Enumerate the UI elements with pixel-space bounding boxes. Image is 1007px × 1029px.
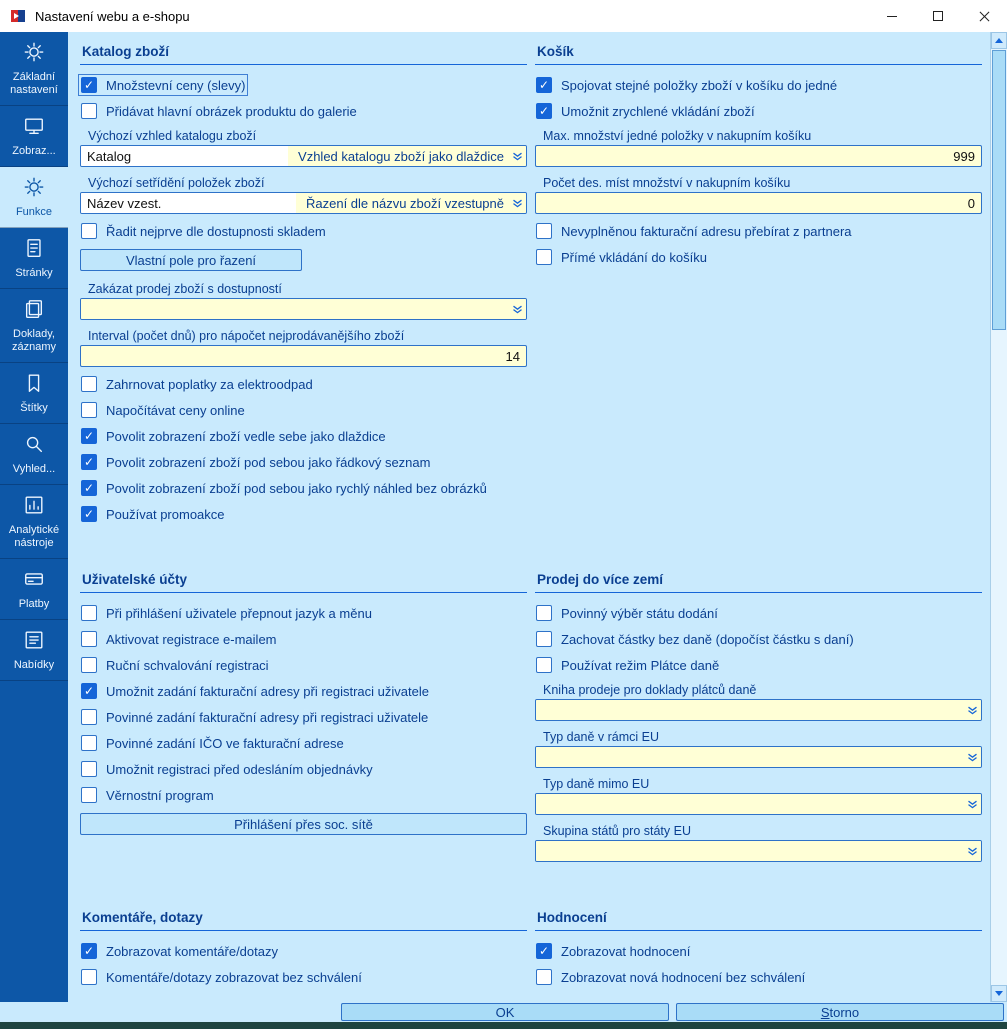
arrow-up-icon	[995, 38, 1003, 43]
close-button[interactable]	[961, 0, 1007, 32]
dropdown[interactable]	[80, 145, 527, 167]
sidebar-item-doklady-z-znamy[interactable]	[0, 289, 68, 363]
field-label: Skupina států pro státy EU	[543, 824, 691, 838]
input-field	[535, 129, 982, 167]
dropdown[interactable]	[535, 793, 982, 815]
text-input[interactable]	[535, 192, 982, 214]
scroll-up-button[interactable]	[991, 32, 1007, 49]
checkbox-row[interactable]	[81, 376, 313, 392]
field-label: Počet des. míst množství v nakupním košíku	[543, 176, 791, 190]
section-prodej-do-vice-zemi	[535, 570, 982, 871]
checkbox[interactable]	[81, 605, 97, 621]
dropdown-description: Řazení dle názvu zboží vzestupně	[296, 193, 508, 213]
input-field	[535, 176, 982, 214]
checkbox-row[interactable]	[81, 761, 373, 777]
checkbox[interactable]	[81, 376, 97, 392]
section-katalog-zbozi	[80, 42, 527, 532]
checkbox-label: Zahrnovat poplatky za elektroodpad	[106, 376, 313, 392]
checkbox-row[interactable]	[81, 969, 362, 985]
checkbox-label: Komentáře/dotazy zobrazovat bez schválení	[106, 969, 362, 985]
checkbox-row[interactable]	[81, 631, 277, 647]
field-label: Výchozí vzhled katalogu zboží	[88, 129, 257, 143]
checkbox-row[interactable]	[81, 657, 269, 673]
storno-label-rest: torno	[829, 1004, 860, 1020]
checkbox[interactable]	[536, 657, 552, 673]
sidebar-item-label: Štítky	[20, 402, 48, 414]
dropdown-field	[80, 129, 527, 167]
analytics-icon	[23, 494, 45, 521]
checkbox-row[interactable]	[81, 428, 386, 444]
checkbox-row[interactable]	[536, 77, 837, 93]
checkbox[interactable]: ✓	[81, 77, 97, 93]
dropdown[interactable]	[535, 699, 982, 721]
gear-icon	[23, 41, 45, 68]
checkbox-label: Povolit zobrazení zboží pod sebou jako rychlý náhled bez obrázků	[106, 480, 487, 496]
dropdown-value	[536, 794, 963, 814]
dropdown-chevron-icon[interactable]	[963, 747, 981, 767]
close-icon	[978, 10, 991, 23]
dropdown[interactable]	[80, 298, 527, 320]
maximize-icon	[933, 11, 943, 21]
checkbox[interactable]: ✓	[81, 480, 97, 496]
ok-button[interactable]: OK	[341, 1003, 669, 1021]
section-title: Košík	[535, 42, 982, 65]
sidebar-item-str-nky[interactable]	[0, 228, 68, 289]
dropdown-field	[80, 282, 527, 320]
sidebar-item-funkce[interactable]	[0, 167, 68, 228]
dropdown-chevron-icon[interactable]	[963, 841, 981, 861]
app-icon	[9, 7, 27, 25]
checkbox-label: Používat režim Plátce daně	[561, 657, 720, 673]
checkbox[interactable]	[81, 223, 97, 239]
checkbox-row[interactable]	[81, 709, 428, 725]
section-title: Uživatelské účty	[80, 570, 527, 593]
section-title: Prodej do více zemí	[535, 570, 982, 593]
sidebar-item-label: Základní nastavení	[10, 71, 58, 96]
checkbox-label: Povolit zobrazení zboží vedle sebe jako dlaždice	[106, 428, 386, 444]
checkbox[interactable]: ✓	[81, 683, 97, 699]
dropdown-value	[536, 841, 963, 861]
checkbox[interactable]: ✓	[81, 943, 97, 959]
checkbox[interactable]: ✓	[81, 428, 97, 444]
section-uzivatelske-ucty	[80, 570, 527, 846]
sidebar-item-label: Vyhled...	[12, 463, 56, 475]
window-title: Nastavení webu a e-shopu	[35, 8, 190, 24]
checkbox-row[interactable]	[81, 402, 245, 418]
dropdown-chevron-icon[interactable]	[963, 794, 981, 814]
checkbox-label: Povinné zadání IČO ve fakturační adrese	[106, 735, 344, 751]
field-label: Zakázat prodej zboží s dostupností	[88, 282, 282, 296]
sidebar-item-label: Analytické nástroje	[8, 524, 60, 549]
checkbox-label: Přidávat hlavní obrázek produktu do galerie	[106, 103, 357, 119]
section-title: Komentáře, dotazy	[80, 908, 527, 931]
arrow-down-icon	[995, 991, 1003, 996]
checkbox-label: Povinné zadání fakturační adresy při registraci uživatele	[106, 709, 429, 725]
gear-icon	[23, 176, 45, 203]
field-label: Typ daně mimo EU	[543, 777, 650, 791]
checkbox-label: Povinný výběr státu dodání	[561, 605, 718, 621]
checkbox-row[interactable]	[81, 454, 430, 470]
checkbox-label: Povolit zobrazení zboží pod sebou jako řádkový seznam	[106, 454, 431, 470]
checkbox-row[interactable]	[81, 735, 344, 751]
checkbox[interactable]	[81, 735, 97, 751]
checkbox-label: Přímé vkládání do košíku	[561, 249, 707, 265]
text-input[interactable]	[80, 345, 527, 367]
checkbox-label: Používat promoakce	[106, 506, 225, 522]
storno-accesskey: S	[820, 1004, 830, 1020]
dropdown-chevron-icon[interactable]	[963, 700, 981, 720]
sidebar-item-zobraz[interactable]	[0, 106, 68, 167]
checkbox-label: Zobrazovat nová hodnocení bez schválení	[561, 969, 806, 985]
checkbox-row[interactable]	[81, 480, 487, 496]
dropdown-value	[536, 747, 963, 767]
sidebar-item-t-tky[interactable]	[0, 363, 68, 424]
dropdown-description: Vzhled katalogu zboží jako dlaždice	[288, 146, 508, 166]
dropdown[interactable]	[535, 840, 982, 862]
checkbox[interactable]: ✓	[536, 103, 552, 119]
checkbox-label: Zachovat částky bez daně (dopočíst částku s daní)	[561, 631, 854, 647]
dropdown-field	[535, 824, 982, 862]
sidebar-item-platby[interactable]	[0, 559, 68, 620]
field-label: Interval (počet dnů) pro nápočet nejprodávanějšího zboží	[88, 329, 405, 343]
checkbox[interactable]	[81, 969, 97, 985]
dropdown-chevron-icon[interactable]	[508, 299, 526, 319]
payments-icon	[23, 568, 45, 595]
minimize-icon	[887, 16, 897, 17]
minimize-button[interactable]	[869, 0, 915, 32]
section-title: Katalog zboží	[80, 42, 527, 65]
dropdown-value: Název vzest.	[81, 193, 296, 213]
maximize-button[interactable]	[915, 0, 961, 32]
checkbox-row[interactable]	[536, 605, 718, 621]
scroll-thumb[interactable]	[992, 50, 1006, 330]
checkbox[interactable]	[81, 631, 97, 647]
scrollbar[interactable]	[990, 32, 1007, 1002]
checkbox[interactable]: ✓	[81, 506, 97, 522]
checkbox-row[interactable]	[81, 103, 357, 119]
checkbox-label: Napočítávat ceny online	[106, 402, 245, 418]
dropdown-chevron-icon[interactable]	[508, 193, 526, 213]
sidebar-item-label: Stránky	[15, 267, 53, 279]
sidebar-item-label: Doklady, záznamy	[11, 328, 57, 353]
checkbox[interactable]	[536, 605, 552, 621]
checkbox-label: Umožnit zadání fakturační adresy při registraci uživatele	[106, 683, 429, 699]
checkbox-label: Množstevní ceny (slevy)	[106, 77, 246, 93]
checkbox-label: Řadit nejprve dle dostupnosti skladem	[106, 223, 326, 239]
checkbox-row[interactable]	[536, 249, 707, 265]
checkbox-row[interactable]	[81, 787, 214, 803]
checkbox-row[interactable]	[81, 605, 372, 621]
titlebar	[0, 0, 1007, 32]
panel-button-vlastn-pole-pro-azen[interactable]: Vlastní pole pro řazení	[80, 249, 302, 271]
dialog-footer	[0, 1002, 1007, 1022]
checkbox-label: Umožnit registraci před odesláním objednávky	[106, 761, 373, 777]
sidebar-item-label: Funkce	[15, 206, 53, 218]
checkbox-row[interactable]	[81, 223, 326, 239]
section-komentare-dotazy	[80, 908, 527, 995]
sidebar-item-label: Nabídky	[13, 659, 55, 671]
checkbox-label: Při přihlášení uživatele přepnout jazyk a měnu	[106, 605, 372, 621]
checkbox[interactable]	[81, 709, 97, 725]
field-label: Max. množství jedné položky v nakupním košíku	[543, 129, 812, 143]
checkbox-label: Zobrazovat hodnocení	[561, 943, 691, 959]
search-icon	[23, 433, 45, 460]
dropdown-value: Katalog	[81, 146, 288, 166]
dropdown[interactable]	[535, 746, 982, 768]
section-title: Hodnocení	[535, 908, 982, 931]
dropdown-field	[80, 176, 527, 214]
sidebar-item-label: Zobraz...	[12, 145, 56, 157]
checkbox[interactable]	[81, 787, 97, 803]
dropdown-field	[535, 683, 982, 721]
list-icon	[23, 629, 45, 656]
checkbox[interactable]	[81, 402, 97, 418]
panel-button-p-ihl-en-p-es-soc-s-t[interactable]: Přihlášení přes soc. sítě	[80, 813, 527, 835]
checkbox-row[interactable]	[81, 77, 245, 93]
field-label: Typ daně v rámci EU	[543, 730, 660, 744]
checkbox-row[interactable]	[81, 506, 225, 522]
sidebar-item-vyhled[interactable]	[0, 424, 68, 485]
section-kosik	[535, 42, 982, 275]
checkbox[interactable]: ✓	[536, 943, 552, 959]
checkbox-row[interactable]	[536, 943, 690, 959]
app-body	[0, 32, 1007, 1002]
sidebar-item-analytick-n-stroje[interactable]	[0, 485, 68, 559]
dropdown[interactable]	[80, 192, 527, 214]
dropdown-value	[81, 299, 508, 319]
dropdown-chevron-icon[interactable]	[508, 146, 526, 166]
checkbox-row[interactable]	[81, 683, 429, 699]
checkbox-label: Aktivovat registrace e-mailem	[106, 631, 277, 647]
checkbox[interactable]	[81, 761, 97, 777]
checkbox[interactable]	[536, 969, 552, 985]
text-input[interactable]	[535, 145, 982, 167]
checkbox[interactable]: ✓	[81, 454, 97, 470]
checkbox-row[interactable]	[536, 103, 755, 119]
checkbox-label: Umožnit zrychlené vkládání zboží	[561, 103, 755, 119]
dropdown-field	[535, 777, 982, 815]
window-controls	[869, 0, 1007, 32]
sidebar-item-z-kladn-nastaven[interactable]	[0, 32, 68, 106]
checkbox-label: Spojovat stejné položky zboží v košíku do jedné	[561, 77, 838, 93]
section-hodnoceni	[535, 908, 982, 995]
checkbox-label: Nevyplněnou fakturační adresu přebírat z partnera	[561, 223, 852, 239]
bottom-strip	[0, 1022, 1007, 1029]
checkbox-row[interactable]	[81, 943, 278, 959]
checkbox[interactable]: ✓	[536, 77, 552, 93]
tag-icon	[23, 372, 45, 399]
checkbox-row[interactable]	[536, 969, 805, 985]
field-label: Výchozí setřídění položek zboží	[88, 176, 265, 190]
checkbox-label: Ruční schvalování registraci	[106, 657, 269, 673]
checkbox-row[interactable]	[536, 631, 854, 647]
input-field	[80, 329, 527, 367]
field-label: Kniha prodeje pro doklady plátců daně	[543, 683, 757, 697]
sidebar-item-label: Platby	[18, 598, 50, 610]
monitor-icon	[23, 115, 45, 142]
sidebar	[0, 32, 68, 1002]
settings-panel	[68, 32, 990, 1002]
storno-button[interactable]	[676, 1003, 1004, 1021]
checkbox[interactable]	[536, 249, 552, 265]
scroll-down-button[interactable]	[991, 985, 1007, 1002]
checkbox[interactable]	[81, 657, 97, 673]
dropdown-value	[536, 700, 963, 720]
checkbox-label: Zobrazovat komentáře/dotazy	[106, 943, 278, 959]
documents-icon	[23, 298, 45, 325]
checkbox-label: Věrnostní program	[106, 787, 214, 803]
checkbox[interactable]	[536, 631, 552, 647]
checkbox-row[interactable]	[536, 657, 719, 673]
sidebar-item-nab-dky[interactable]	[0, 620, 68, 681]
checkbox-row[interactable]	[536, 223, 852, 239]
checkbox[interactable]	[81, 103, 97, 119]
dropdown-field	[535, 730, 982, 768]
checkbox[interactable]	[536, 223, 552, 239]
pages-icon	[23, 237, 45, 264]
